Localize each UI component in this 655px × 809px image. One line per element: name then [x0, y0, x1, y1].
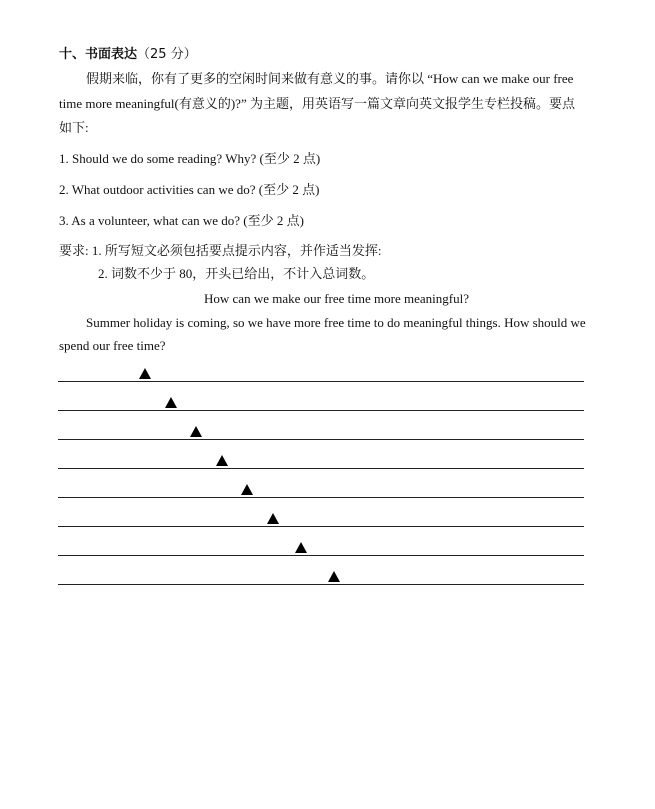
prompt-line-3: 如下:: [59, 120, 89, 135]
writing-line-6[interactable]: [58, 526, 584, 527]
writing-line-3[interactable]: [58, 439, 584, 440]
section-title-text: 十、书面表达: [59, 47, 138, 62]
writing-line-1[interactable]: [58, 381, 584, 382]
prompt-line-2: time more meaningful(有意义的)?” 为主题，用英语写一篇文章向英文报学生专栏投稿。要点: [59, 96, 575, 111]
essay-opening-line-1: Summer holiday is coming, so we have more free time to do meaningful things. How should we: [86, 315, 586, 330]
triangle-marker-icon: [328, 571, 340, 582]
essay-opening-line-2: spend our free time?: [59, 338, 166, 353]
writing-line-5[interactable]: [58, 497, 584, 498]
writing-line-2[interactable]: [58, 410, 584, 411]
triangle-marker-icon: [216, 455, 228, 466]
triangle-marker-icon: [295, 542, 307, 553]
triangle-marker-icon: [267, 513, 279, 524]
writing-line-8[interactable]: [58, 584, 584, 585]
writing-line-4[interactable]: [58, 468, 584, 469]
section-points: （25 分）: [137, 47, 197, 62]
key-point-1: 1. Should we do some reading? Why? (至少 2 点): [59, 151, 321, 166]
triangle-marker-icon: [241, 484, 253, 495]
prompt-line-1: 假期来临，你有了更多的空闲时间来做有意义的事。请你以 “How can we make our free: [86, 71, 574, 86]
requirement-1: 要求: 1. 所写短文必须包括要点提示内容，并作适当发挥:: [59, 243, 382, 258]
triangle-marker-icon: [190, 426, 202, 437]
section-title: [59, 46, 197, 64]
key-point-3: 3. As a volunteer, what can we do? (至少 2 点): [59, 213, 304, 228]
requirement-2: 2. 词数不少于 80，开头已给出，不计入总词数。: [98, 266, 375, 281]
writing-line-7[interactable]: [58, 555, 584, 556]
essay-title: How can we make our free time more meaningful?: [204, 291, 469, 306]
key-point-2: 2. What outdoor activities can we do? (至少 2 点): [59, 182, 320, 197]
triangle-marker-icon: [165, 397, 177, 408]
triangle-marker-icon: [139, 368, 151, 379]
